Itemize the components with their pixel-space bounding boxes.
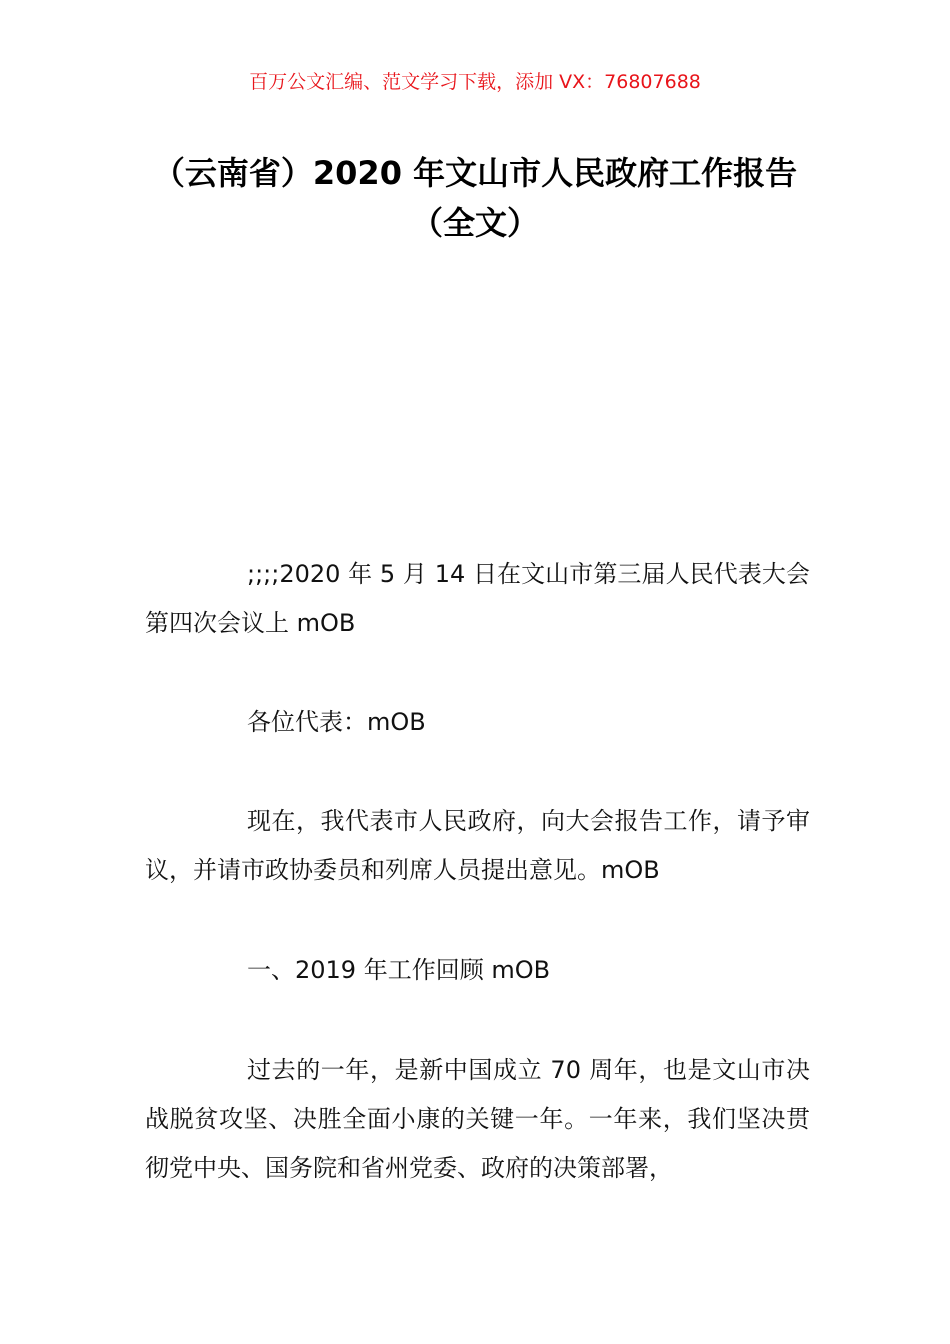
paragraph-text: 现在，我代表市人民政府，向大会报告工作，请予审议，并请市政协委员和列席人员提出意见。mOB — [145, 807, 810, 884]
paragraph-salutation — [145, 698, 810, 747]
paragraph-review-body — [145, 1046, 810, 1193]
section-heading-text: 一、2019 年工作回顾 mOB — [247, 956, 551, 984]
document-title: （云南省）2020 年文山市人民政府工作报告（全文） — [152, 154, 798, 242]
section-heading-2019-review — [145, 946, 810, 995]
paragraph-text: 各位代表：mOB — [247, 708, 426, 736]
promo-banner: 百万公文汇编、范文学习下载，添加 VX：76807688 — [249, 71, 701, 93]
paragraph-meeting-info — [145, 550, 810, 648]
paragraph-intro — [145, 797, 810, 895]
paragraph-text: ;;;;2020 年 5 月 14 日在文山市第三届人民代表大会第四次会议上 mOB — [145, 560, 810, 637]
paragraph-text: 过去的一年，是新中国成立 70 周年，也是文山市决战脱贫攻坚、决胜全面小康的关键一年。一年来，我们坚决贯彻党中央、国务院和省州党委、政府的决策部署， — [145, 1056, 810, 1182]
